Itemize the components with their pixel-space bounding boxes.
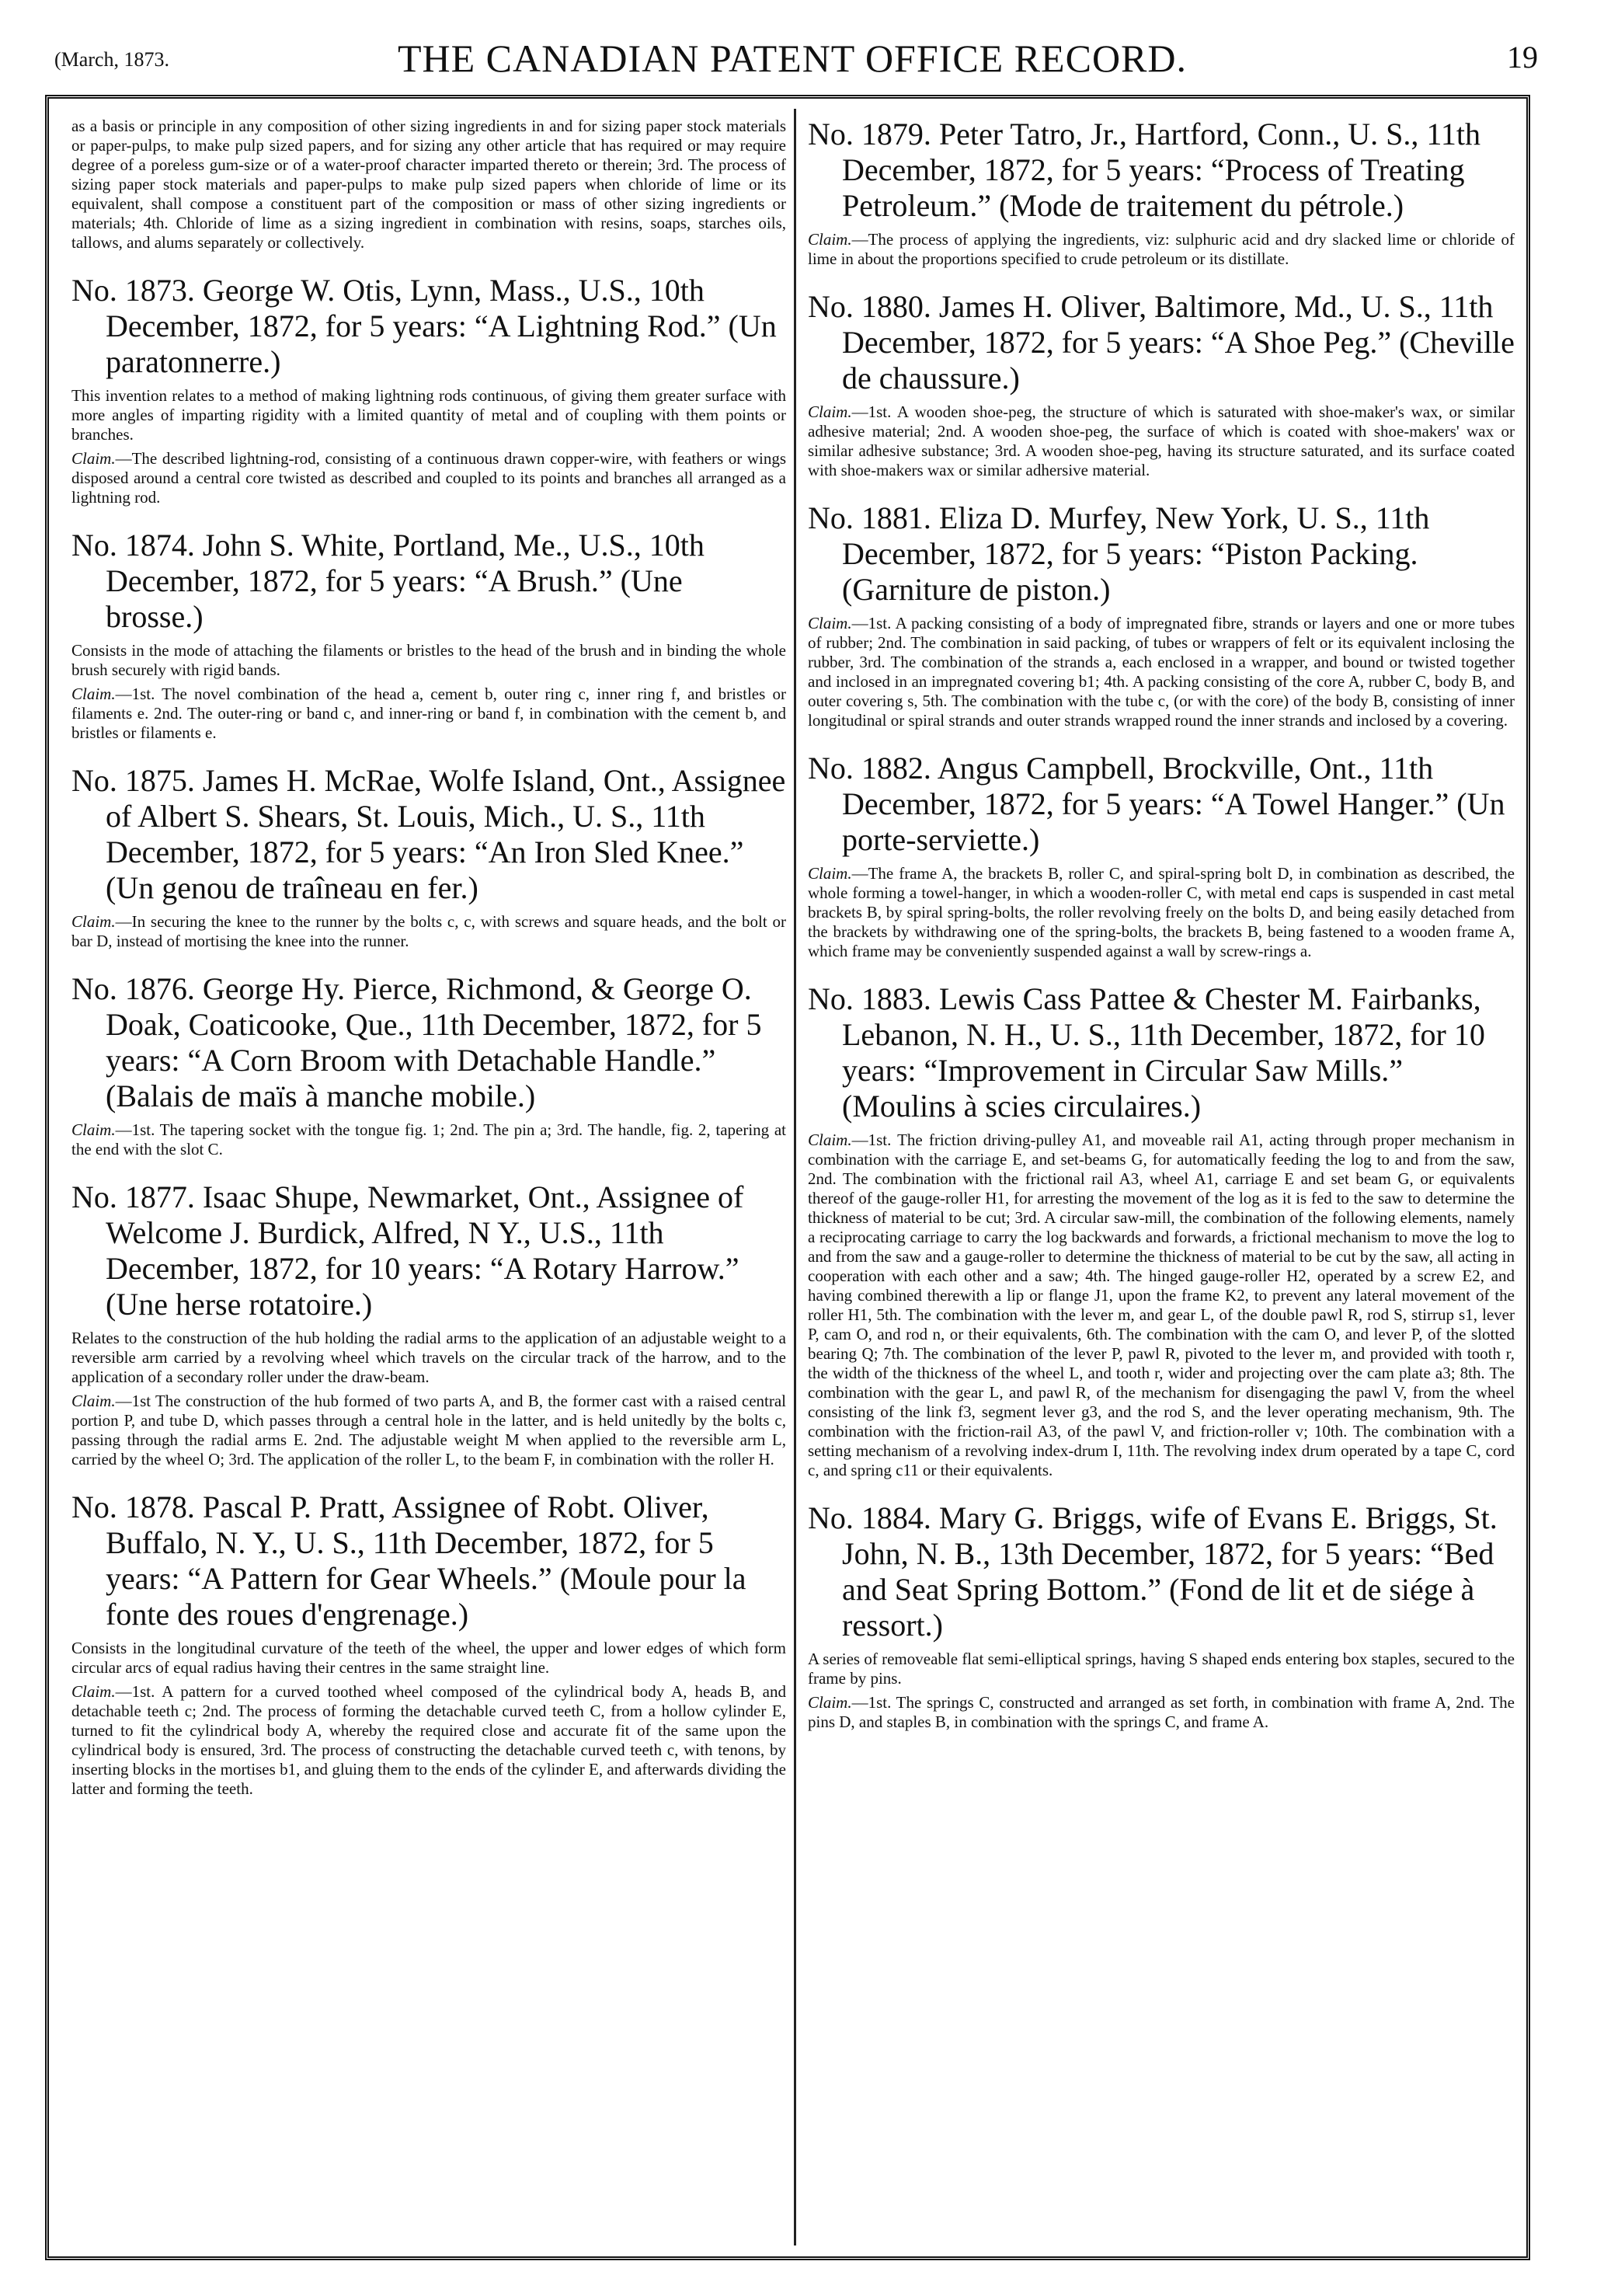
claim-paragraph	[71, 685, 786, 743]
patent-heading	[71, 1489, 786, 1632]
patent-title: John S. White, Portland, Me., U.S., 10th December, 1872, for 5 years: “A Brush.” (Une brosse.)	[106, 528, 705, 634]
patent-heading	[71, 971, 786, 1114]
claim-label: Claim.	[71, 1392, 116, 1410]
patent-number: No. 1876.	[71, 971, 195, 1006]
claim-label: Claim.	[808, 1131, 852, 1149]
paragraph-text: —In securing the knee to the runner by the bolts c, c, with screws and square heads, and the bolt or bar D, instead of mortising the knee into the runner.	[71, 912, 786, 950]
claim-paragraph	[808, 1693, 1515, 1732]
patent-number: No. 1878.	[71, 1489, 195, 1524]
claim-label: Claim.	[71, 449, 116, 468]
claim-label: Claim.	[808, 614, 852, 632]
paragraph-text: —1st. The springs C, constructed and arranged as set forth, in combination with frame A, 2nd. The pins D, and staples B, in combination with the springs C, and frame A.	[808, 1693, 1515, 1731]
patent-title: George W. Otis, Lynn, Mass., U.S., 10th December, 1872, for 5 years: “A Lightning Rod.” (Un paratonnerre.)	[106, 273, 777, 379]
page-header	[47, 31, 1538, 85]
header-date: (March, 1873.	[54, 48, 170, 71]
patent-entry	[71, 273, 786, 528]
patent-heading	[71, 273, 786, 380]
claim-paragraph	[71, 1682, 786, 1799]
entry-separator	[808, 966, 1515, 981]
claim-label: Claim.	[808, 864, 852, 883]
paragraph-text: This invention relates to a method of making lightning rods continuous, of giving them greater surface with more angles of imparting rigidity with a limited quantity of metal and of coupling with them points or branches.	[71, 386, 786, 444]
header-title: THE CANADIAN PATENT OFFICE RECORD.	[397, 37, 1188, 80]
patent-title: Peter Tatro, Jr., Hartford, Conn., U. S., 11th December, 1872, for 5 years: “Process of Treating Petroleum.” (Mode de traitement du pétrole.)	[842, 117, 1481, 223]
patent-number: No. 1882.	[808, 751, 931, 786]
patent-heading	[808, 500, 1515, 608]
column-divider	[794, 109, 796, 2245]
patent-title: Pascal P. Pratt, Assignee of Robt. Oliver, Buffalo, N. Y., U. S., 11th December, 1872, for 5 years: “A Pattern for Gear Wheels.” (Moule pour la fonte des roues d'engrenage.)	[106, 1489, 746, 1632]
entry-separator	[71, 512, 786, 528]
entry-separator	[71, 1474, 786, 1489]
entry-separator	[808, 735, 1515, 751]
left-entries	[71, 273, 786, 1799]
claim-paragraph	[71, 1392, 786, 1469]
patent-entry	[71, 1489, 786, 1799]
patent-entry	[71, 528, 786, 763]
patent-entry	[808, 289, 1515, 500]
paragraph-text: —1st. A packing consisting of a body of impregnated fibre, strands or layers and one or more tubes of rubber; 2nd. The combination in said packing, of tubes or wrappers of felt or its equivalent inclosing the rubber, 3rd. The combination of the strands a, each enclosed in a wrapper, and bound or twisted together and inclosed in an impregnated covering b1; 4th. A packing consisting of the core A, rubber C, body B, and outer covering s, 5th. The combination with the tube c, (or with the core) of the body B, consisting of inner longitudinal or spiral strands and outer strands wrapped round the inner strands and inclosed by a covering.	[808, 614, 1515, 730]
patent-entry	[808, 500, 1515, 751]
claim-label: Claim.	[71, 912, 116, 931]
patent-number: No. 1873.	[71, 273, 195, 308]
patent-title: George Hy. Pierce, Richmond, & George O. Doak, Coaticooke, Que., 11th December, 1872, for 5 years: “A Corn Broom with Detachable Handle.” (Balais de maïs à manche mobile.)	[106, 971, 762, 1113]
claim-paragraph	[71, 1120, 786, 1159]
patent-entry	[71, 971, 786, 1179]
page-number: 19	[1507, 40, 1538, 75]
left-column	[71, 117, 786, 2245]
patent-number: No. 1883.	[808, 981, 931, 1016]
claim-label: Claim.	[71, 1682, 116, 1701]
patent-title: Isaac Shupe, Newmarket, Ont., Assignee of Welcome J. Burdick, Alfred, N Y., U.S., 11th December, 1872, for 10 years: “A Rotary Harrow.” (Une herse rotatoire.)	[106, 1179, 744, 1322]
patent-number: No. 1884.	[808, 1500, 931, 1535]
paragraph-text: Consists in the longitudinal curvature of the teeth of the wheel, the upper and lower edges of which form circular arcs of equal radius having their centres in the same straight line.	[71, 1639, 786, 1677]
claim-paragraph	[71, 449, 786, 507]
description-paragraph	[71, 1639, 786, 1678]
paragraph-text: —1st The construction of the hub formed of two parts A, and B, the former cast with a raised central portion P, and tube D, which passes through a central hole in the latter, and is held unitedly by the bolts c, passing through the radial arms E. 2nd. The adjustable weight M when applied to the reversible arm L, carried by the wheel O; 3rd. The application of the roller L, to the beam F, in combination with the roller H.	[71, 1392, 786, 1469]
patent-heading	[808, 1500, 1515, 1643]
patent-number: No. 1879.	[808, 117, 931, 152]
patent-number: No. 1877.	[71, 1179, 195, 1214]
patent-title: Eliza D. Murfey, New York, U. S., 11th December, 1872, for 5 years: “Piston Packing. (Garniture de piston.)	[842, 500, 1430, 607]
entry-separator	[808, 273, 1515, 289]
description-paragraph	[808, 1650, 1515, 1688]
paragraph-text: Consists in the mode of attaching the filaments or bristles to the head of the brush and in binding the whole brush securely with rigid bands.	[71, 641, 786, 679]
claim-label: Claim.	[71, 685, 116, 703]
patent-entry	[808, 981, 1515, 1500]
entry-separator	[71, 1164, 786, 1179]
claim-paragraph	[808, 864, 1515, 961]
entry-separator	[71, 747, 786, 763]
patent-heading	[71, 1179, 786, 1322]
entry-separator	[808, 485, 1515, 500]
patent-number: No. 1874.	[71, 528, 195, 563]
paragraph-text: —The frame A, the brackets B, roller C, and spiral-spring bolt D, in combination as described, the whole forming a towel-hanger, in which a wooden-roller C, with metal end caps is suspended in cast metal brackets B, by spiral spring-bolts, the roller revolving freely on the bolts D, and being easily detached from the brackets by withdrawing one of the spring-bolts, the brackets B, being fastened to a wooden frame A, which frame may be conveniently suspended against a wall by screw-rings a.	[808, 864, 1515, 960]
description-paragraph	[71, 641, 786, 680]
claim-label: Claim.	[808, 1693, 852, 1712]
entry-separator	[71, 956, 786, 971]
claim-paragraph	[71, 912, 786, 951]
claim-label: Claim.	[71, 1120, 116, 1139]
claim-paragraph	[808, 1131, 1515, 1480]
patent-heading	[71, 763, 786, 906]
description-paragraph	[71, 386, 786, 444]
patent-number: No. 1881.	[808, 500, 931, 535]
entry-separator	[808, 1485, 1515, 1500]
claim-paragraph	[808, 402, 1515, 480]
patent-entry	[808, 1500, 1515, 1732]
right-column	[808, 117, 1515, 2245]
patent-number: No. 1880.	[808, 289, 931, 324]
patent-title: James H. Oliver, Baltimore, Md., U. S., 11th December, 1872, for 5 years: “A Shoe Peg.” (Cheville de chaussure.)	[842, 289, 1515, 395]
patent-title: Angus Campbell, Brockville, Ont., 11th December, 1872, for 5 years: “A Towel Hanger.” (Un porte-serviette.)	[842, 751, 1505, 857]
paragraph-text: A series of removeable flat semi-elliptical springs, having S shaped ends entering box staples, secured to the frame by pins.	[808, 1650, 1515, 1688]
claim-label: Claim.	[808, 230, 852, 249]
patent-number: No. 1875.	[71, 763, 195, 798]
paragraph-text: —1st. The tapering socket with the tongue fig. 1; 2nd. The pin a; 3rd. The handle, fig. 2, tapering at the end with the slot C.	[71, 1120, 786, 1158]
paragraph-text: —1st. A pattern for a curved toothed wheel composed of the cylindrical body A, heads B, and detachable teeth c; 2nd. The process of forming the detachable curved teeth C, from a hollow cylinder E, turned to fit the cylindrical body A, whereby the required close and accurate fit of the same upon the cylindrical body is ensured, 3rd. The process of constructing the detachable curved teeth c, with tenons, by inserting blocks in the mortises b1, and gluing them to the ends of the cylinder E, and afterwards dividing the latter and forming the teeth.	[71, 1682, 786, 1798]
claim-paragraph	[808, 230, 1515, 269]
description-paragraph	[71, 1329, 786, 1387]
paragraph-text: Relates to the construction of the hub holding the radial arms to the application of an adjustable weight to a reversible arm carried by a revolving wheel which travels on the circular track of the harrow, and to the application of a secondary roller under the draw-beam.	[71, 1329, 786, 1386]
continuation-text: as a basis or principle in any composition of other sizing ingredients in and for sizing paper stock materials or paper-pulps, to make pulp sized papers, and for sizing any other article that has required or may require degree of a poreless gum-size or of a water-proof character imparted thereto or therein; 3rd. The process of sizing paper stock materials and paper-pulps to make pulp sized papers when chloride of lime or its equivalent, shall compose a constituent part of the composition or mass of other sizing ingredients or materials; 4th. Chloride of lime as a sizing ingredient in combination with resins, soaps, starches oils, tallows, and alums separately or collectively.	[71, 117, 786, 252]
paragraph-text: —1st. A wooden shoe-peg, the structure of which is saturated with shoe-maker's wax, or similar adhesive material; 2nd. A wooden shoe-peg, the surface of which is coated with shoe-makers' wax or similar adhesive substance; 3rd. A wooden shoe-peg, having its structure saturated, and its surface coated with shoe-makers wax or similar adhersive material.	[808, 402, 1515, 479]
claim-paragraph	[808, 614, 1515, 730]
patent-title: James H. McRae, Wolfe Island, Ont., Assignee of Albert S. Shears, St. Louis, Mich., U. S., 11th December, 1872, for 5 years: “An Iron Sled Knee.” (Un genou de traîneau en fer.)	[106, 763, 786, 905]
paragraph-text: —1st. The novel combination of the head a, cement b, outer ring c, inner ring f, and bristles or filaments e. 2nd. The outer-ring or band c, and inner-ring or band f, in combination with the cement b, and bristles or filaments e.	[71, 685, 786, 742]
claim-label: Claim.	[808, 402, 852, 421]
patent-heading	[808, 117, 1515, 224]
patent-title: Lewis Cass Pattee & Chester M. Fairbanks, Lebanon, N. H., U. S., 11th December, 1872, for 10 years: “Improvement in Circular Saw Mills.” (Moulins à scies circulaires.)	[842, 981, 1485, 1124]
patent-entry	[808, 117, 1515, 289]
patent-entry	[71, 1179, 786, 1489]
patent-heading	[808, 289, 1515, 396]
paragraph-text: —1st. The friction driving-pulley A1, and moveable rail A1, acting through proper mechanism in combination with the carriage E, and set-beams G, for automatically feeding the log to and from the saw, 2nd. The combination with the frictional rail A3, wheel A1, carriage E and set beam G, or equivalents thereof of the gauge-roller H1, for arresting the movement of the log as it is fed to the saw to determine the thickness of material to be cut; 3rd. A circular saw-mill, the combination of the following elements, namely a reciprocating carriage to carry the log backwards and forwards, a frictional mechanism to move the log to and from the saw and a gauge-roller to determine the thickness of material to be cut by the saw, all acting in cooperation with each other and a saw; 4th. The hinged gauge-roller H2, operated by a screw E2, and having combined therewith a lip or flange J1, upon the frame K2, to prevent any lateral movement of the roller H1, 5th. The combination with the lever m, and gear L, of the double pawl R, rod S, stirrup s1, lever P, cam O, and rod n, or their equivalents, 6th. The combination with the cam O, and lever P, of the slotted bearing Q; 7th. The combination of the lever P, pawl R, pivoted to the lever m, and provided with tooth r, the width of the thickness of the wheel L, and tooth r, wider and projecting over the cam plate a3; 8th. The combination with the gear L, and pawl R, of the mechanism for disengaging the pawl V, from the wheel consisting of the link f3, segment lever g3, and the rod S, and the lever operating mechanism, 9th. The combination with the friction-rail A3, of the pawl V, and friction-roller v; 10th. The combination with a setting mechanism of a revolving index-drum I, 11th. The revolving index drum operated by a tape C, cord c, and spring c11 or their equivalents.	[808, 1131, 1515, 1479]
patent-heading	[71, 528, 786, 635]
patent-heading	[808, 751, 1515, 858]
patent-entry	[808, 751, 1515, 981]
paragraph-text: —The described lightning-rod, consisting of a continuous drawn copper-wire, with feathers or wings disposed around a central core twisted as described and coupled to its points and branches all arranged as a lightning rod.	[71, 449, 786, 507]
right-entries	[808, 117, 1515, 1732]
patent-title: Mary G. Briggs, wife of Evans E. Briggs, St. John, N. B., 13th December, 1872, for 5 years: “Bed and Seat Spring Bottom.” (Fond de lit et de siége à ressort.)	[842, 1500, 1498, 1643]
patent-entry	[71, 763, 786, 971]
paragraph-text: —The process of applying the ingredients, viz: sulphuric acid and dry slacked lime or chloride of lime in about the proportions specified to crude petroleum or its distillate.	[808, 230, 1515, 268]
patent-heading	[808, 981, 1515, 1124]
